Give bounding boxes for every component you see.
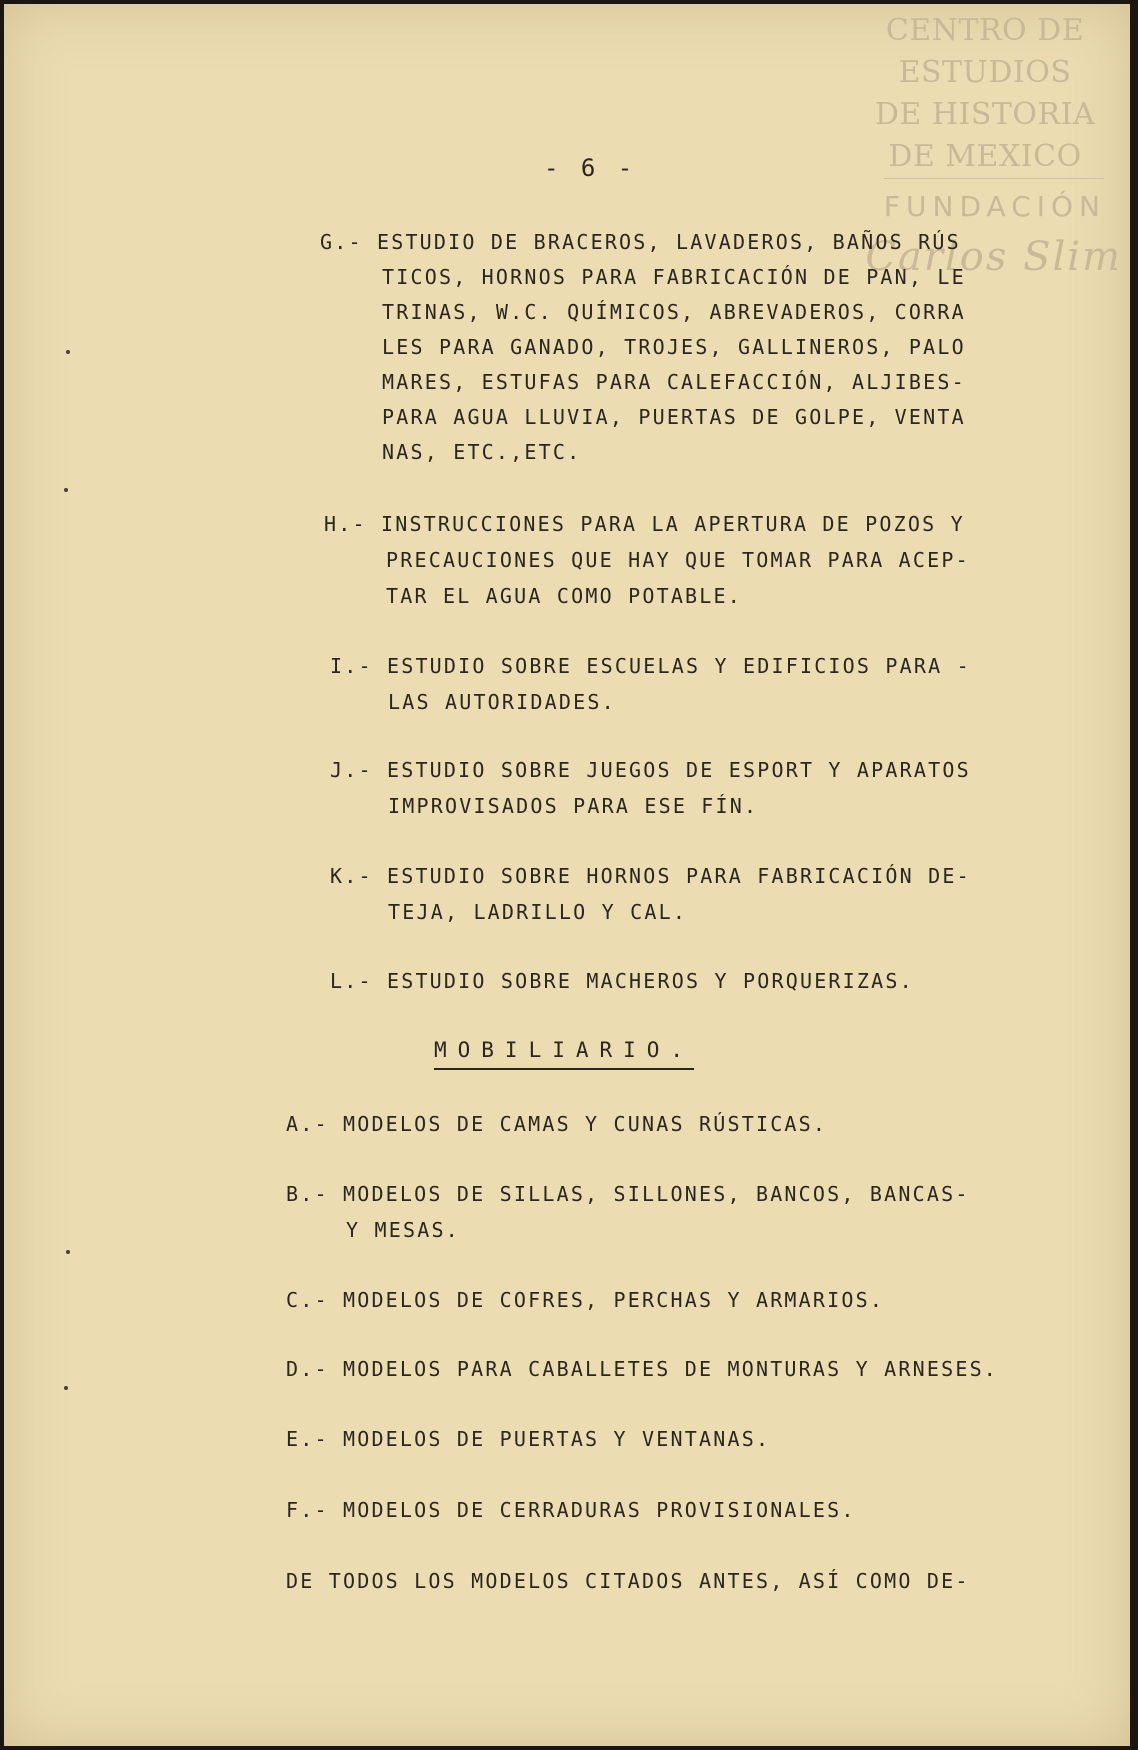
paper-speck: [64, 1386, 68, 1390]
watermark-line: DE HISTORIA: [874, 97, 1096, 132]
item-g-line-4: LES PARA GANADO, TROJES, GALLINEROS, PALO: [382, 335, 966, 359]
furniture-a-line-1: A.- MODELOS DE CAMAS Y CUNAS RÚSTICAS.: [286, 1112, 828, 1136]
item-g-line-1: G.- ESTUDIO DE BRACEROS, LAVADEROS, BAÑOS RÚS: [320, 230, 961, 254]
archive-watermark: [870, 10, 1100, 178]
paper-speck: [66, 350, 70, 354]
item-h-line-1: H.- INSTRUCCIONES PARA LA APERTURA DE POZOS Y: [324, 512, 965, 536]
item-i-line-1: I.- ESTUDIO SOBRE ESCUELAS Y EDIFICIOS PARA -: [330, 654, 971, 678]
item-g-line-2: TICOS, HORNOS PARA FABRICACIÓN DE PAN, LE: [382, 265, 966, 289]
item-k-line-2: TEJA, LADRILLO Y CAL.: [388, 900, 688, 924]
furniture-b-line-2: Y MESAS.: [346, 1218, 460, 1242]
watermark-line: ESTUDIOS: [898, 55, 1072, 90]
furniture-e-line-1: E.- MODELOS DE PUERTAS Y VENTANAS.: [286, 1427, 771, 1451]
paper-speck: [64, 488, 68, 492]
item-k-line-1: K.- ESTUDIO SOBRE HORNOS PARA FABRICACIÓN DE-: [330, 864, 971, 888]
watermark-divider: [884, 178, 1104, 179]
page-number: - 6 -: [544, 154, 637, 182]
furniture-f-line-1: F.- MODELOS DE CERRADURAS PROVISIONALES.: [286, 1498, 856, 1522]
item-j-line-1: J.- ESTUDIO SOBRE JUEGOS DE ESPORT Y APARATOS: [330, 758, 971, 782]
paper-speck: [66, 1250, 70, 1254]
section-title-mobiliario: MOBILIARIO.: [434, 1038, 694, 1070]
typed-document-page: [4, 4, 1130, 1746]
item-h-line-2: PRECAUCIONES QUE HAY QUE TOMAR PARA ACEP-: [386, 548, 970, 572]
item-g-line-7: NAS, ETC.,ETC.: [382, 440, 582, 464]
furniture-b-line-1: B.- MODELOS DE SILLAS, SILLONES, BANCOS, BANCAS-: [286, 1182, 970, 1206]
watermark-line: DE MEXICO: [888, 139, 1082, 174]
furniture-d-line-1: D.- MODELOS PARA CABALLETES DE MONTURAS Y ARNESES.: [286, 1357, 999, 1381]
item-h-line-3: TAR EL AGUA COMO POTABLE.: [386, 584, 743, 608]
item-i-line-2: LAS AUTORIDADES.: [388, 690, 616, 714]
watermark-foundation: FUNDACIÓN: [883, 190, 1106, 223]
item-g-line-6: PARA AGUA LLUVIA, PUERTAS DE GOLPE, VENTA: [382, 405, 966, 429]
watermark-line: CENTRO DE: [885, 13, 1085, 48]
watermark-signature: Carlos Slim: [865, 234, 1122, 280]
item-j-line-2: IMPROVISADOS PARA ESE FÍN.: [388, 794, 759, 818]
item-g-line-3: TRINAS, W.C. QUÍMICOS, ABREVADEROS, CORRA: [382, 300, 966, 324]
furniture-c-line-1: C.- MODELOS DE COFRES, PERCHAS Y ARMARIOS.: [286, 1288, 885, 1312]
closing-line: DE TODOS LOS MODELOS CITADOS ANTES, ASÍ COMO DE-: [286, 1569, 970, 1593]
item-l-line-1: L.- ESTUDIO SOBRE MACHEROS Y PORQUERIZAS.: [330, 969, 914, 993]
item-g-line-5: MARES, ESTUFAS PARA CALEFACCIÓN, ALJIBES-: [382, 370, 966, 394]
